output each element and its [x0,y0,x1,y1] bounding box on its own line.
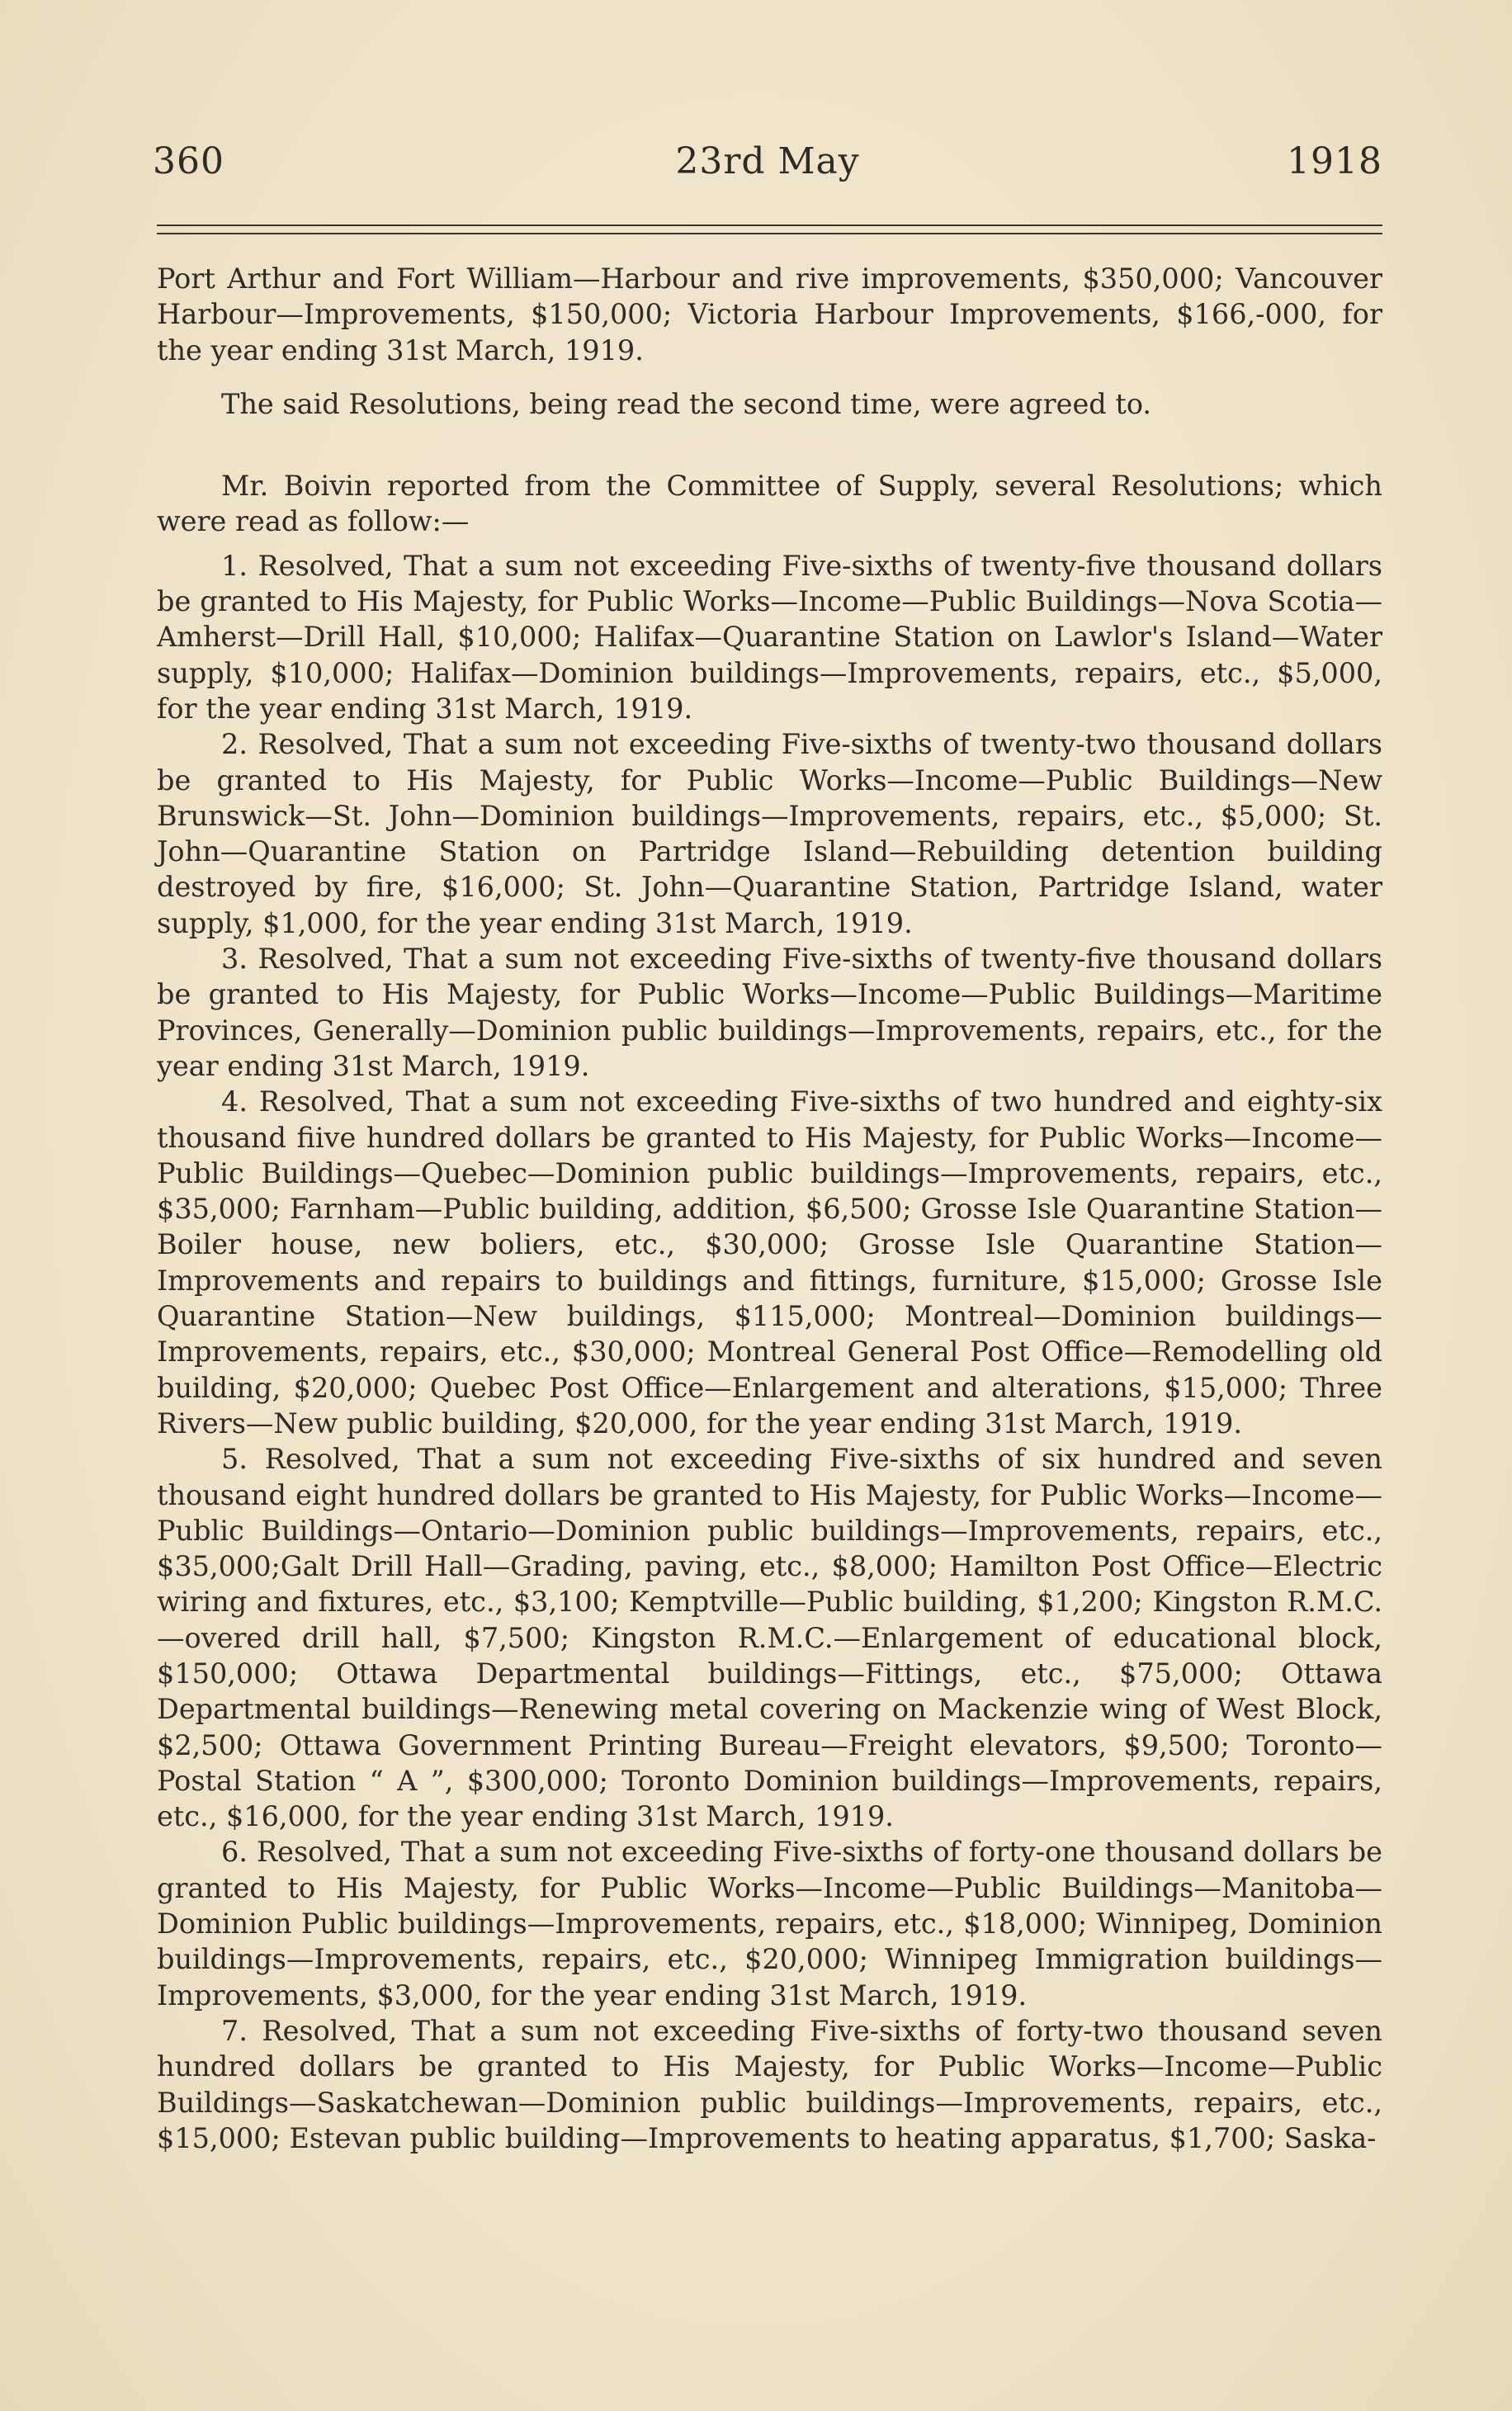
resolution-2: 2. Resolved, That a sum not exceeding Five-sixths of twenty-two thousand dollars be granted to His Majesty, for Public Works—Income—Public Buildings—New Brunswick—St. John—Dominion buildings—Improvements, repairs, etc., $5,000; St. John—Quarantine Station on Partridge Island—Rebuilding detention building destroyed by fire, $16,000; St. John—Quarantine Station, Partridge Island, water supply, $1,000, for the year ending 31st March, 1919. [157,728,1382,939]
resolution-1: 1. Resolved, That a sum not exceeding Five-sixths of twenty-five thousand dollars be granted to His Majesty, for Public Works—Income—Public Buildings—Nova Scotia—Amherst—Drill Hall, $10,000; Halifax—Quarantine Station on Lawlor's Island—Water supply, $10,000; Halifax—Dominion buildings—Improvements, repairs, etc., $5,000, for the year ending 31st March, 1919. [157,549,1382,725]
page-number: 360 [153,140,224,182]
page-header [153,140,1382,198]
resolution-7: 7. Resolved, That a sum not exceeding Five-sixths of forty-two thousand seven hundred dollars be granted to His Majesty, for Public Works—Income—Public Buildings—Saskatchewan—Dominion public buildings—Improvements, repairs, etc., $15,000; Estevan public building—Improvements to heating apparatus, $1,700; Saska- [157,2014,1382,2154]
header-rule-top [157,225,1382,226]
resolution-3: 3. Resolved, That a sum not exceeding Five-sixths of twenty-five thousand dollars be granted to His Majesty, for Public Works—Income—Public Buildings—Maritime Provinces, Generally—Dominion public buildings—Improvements, repairs, etc., for the year ending 31st March, 1919. [157,943,1382,1082]
header-year: 1918 [1287,140,1382,182]
document-body [157,261,1382,2156]
paragraph-harbour-continuation: Port Arthur and Fort William—Harbour and rive improvements, $350,000; Vancouver Harbour—Improvements, $150,000; Victoria Harbour Improvements, $166,-000, for the year ending 31st March, 1919. [157,262,1382,366]
header-rule-bottom [157,233,1382,234]
paragraph-committee-report: Mr. Boivin reported from the Committee of Supply, several Resolutions; which were read as follow:— [157,470,1382,538]
resolution-5: 5. Resolved, That a sum not exceeding Five-sixths of six hundred and seven thousand eight hundred dollars be granted to His Majesty, for Public Works—Income—Public Buildings—Ontario—Dominion public buildings—Improvements, repairs, etc., $35,000;Galt Drill Hall—Grading, paving, etc., $8,000; Hamilton Post Office—Electric wiring and fixtures, etc., $3,100; Kemptville—Public building, $1,200; Kingston R.M.C.—overed drill hall, $7,500; Kingston R.M.C.—Enlargement of educational block, $150,000; Ottawa Departmental buildings—Fittings, etc., $75,000; Ottawa Departmental buildings—Renewing metal covering on Mackenzie wing of West Block, $2,500; Ottawa Government Printing Bureau—Freight elevators, $9,500; Toronto—Postal Station “ A ”, $300,000; Toronto Dominion buildings—Improvements, repairs, etc., $16,000, for the year ending 31st March, 1919. [157,1443,1382,1833]
paragraph-resolutions-agreed: The said Resolutions, being read the second time, were agreed to. [221,387,1152,420]
header-date: 23rd May [675,140,860,182]
resolution-4: 4. Resolved, That a sum not exceeding Five-sixths of two hundred and eighty-six thousand fiive hundred dollars be granted to His Majesty, for Public Works—Income—Public Buildings—Quebec—Dominion public buildings—Improvements, repairs, etc., $35,000; Farnham—Public building, addition, $6,500; Grosse Isle Quarantine Station—Boiler house, new boliers, etc., $30,000; Grosse Isle Quarantine Station—Improvements and repairs to buildings and fittings, furniture, $15,000; Grosse Isle Quarantine Station—New buildings, $115,000; Montreal—Dominion buildings—Improvements, repairs, etc., $30,000; Montreal General Post Office—Remodelling old building, $20,000; Quebec Post Office—Enlargement and alterations, $15,000; Three Rivers—New public building, $20,000, for the year ending 31st March, 1919. [157,1085,1382,1440]
resolution-6: 6. Resolved, That a sum not exceeding Five-sixths of forty-one thousand dollars be granted to His Majesty, for Public Works—Income—Public Buildings—Manitoba—Dominion Public buildings—Improvements, repairs, etc., $18,000; Winnipeg, Dominion buildings—Improvements, repairs, etc., $20,000; Winnipeg Immigration buildings—Improvements, $3,000, for the year ending 31st March, 1919. [157,1836,1382,2012]
